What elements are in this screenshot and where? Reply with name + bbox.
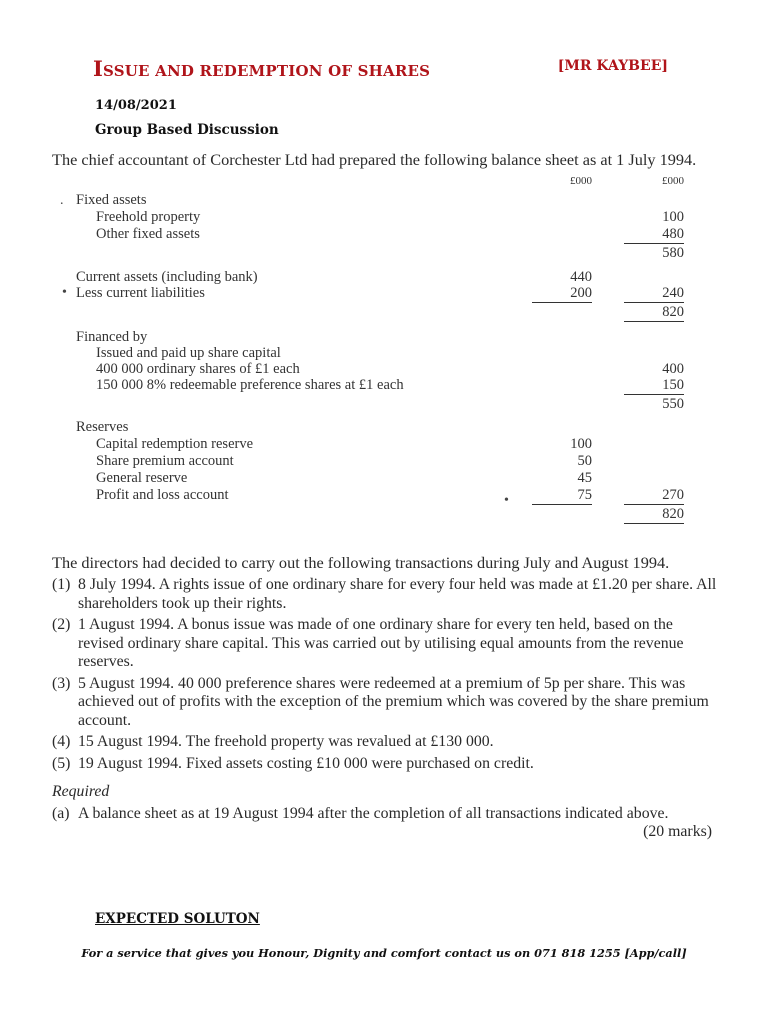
transactions-intro: The directors had decided to carry out the following transactions during July and August 1994. bbox=[52, 553, 670, 572]
bs-row bbox=[52, 209, 722, 226]
bs-label: Issued and paid up share capital bbox=[96, 345, 281, 361]
item-text: 15 August 1994. The freehold property was revalued at £130 000. bbox=[78, 733, 494, 750]
bs-value: 100 bbox=[662, 209, 684, 225]
transactions-list bbox=[52, 576, 722, 773]
bs-row bbox=[52, 506, 722, 523]
bs-row bbox=[52, 436, 722, 453]
bs-label: Freehold property bbox=[96, 209, 201, 225]
bs-label: Profit and loss account bbox=[96, 487, 229, 503]
bs-row bbox=[52, 192, 722, 209]
bs-value: 50 bbox=[577, 453, 592, 469]
bs-row bbox=[52, 377, 722, 394]
bs-label: Reserves bbox=[76, 419, 129, 435]
title-initial: I bbox=[93, 56, 104, 81]
transaction-item bbox=[52, 576, 722, 613]
item-text: 8 July 1994. A rights issue of one ordinary share for every four held was made at £1.20 per share. All shareholders took up their rights. bbox=[78, 576, 717, 612]
bs-row bbox=[52, 285, 722, 302]
bs-value: 100 bbox=[570, 436, 592, 452]
bs-value: 400 bbox=[662, 361, 684, 377]
bs-label: General reserve bbox=[96, 470, 188, 486]
item-text: 19 August 1994. Fixed assets costing £10 000 were purchased on credit. bbox=[78, 754, 534, 772]
document-title bbox=[93, 56, 430, 81]
bs-row bbox=[52, 304, 722, 321]
scan-mark: • bbox=[62, 285, 67, 300]
bs-value: 75 bbox=[532, 487, 592, 505]
bs-row bbox=[52, 487, 722, 504]
bs-label: Financed by bbox=[76, 329, 148, 345]
bs-value: 200 bbox=[532, 285, 592, 303]
bs-label: 150 000 8% redeemable preference shares at £1 each bbox=[96, 377, 404, 393]
item-number: (5) bbox=[52, 754, 71, 772]
transaction-item bbox=[52, 675, 722, 731]
bs-value: 270 bbox=[624, 487, 684, 505]
item-text: 1 August 1994. A bonus issue was made of one ordinary share for every ten held, based on the revised ordinary share capital. This was carried out by utilising equal amounts from the revenue reserves. bbox=[78, 616, 684, 670]
bs-value: 550 bbox=[662, 396, 684, 412]
item-number: (2) bbox=[52, 616, 71, 633]
bs-value: 150 bbox=[624, 377, 684, 395]
bs-label: Less current liabilities bbox=[76, 285, 205, 301]
balance-sheet bbox=[52, 169, 722, 553]
question-marks: (20 marks) bbox=[643, 823, 712, 840]
author-tag: [MR KAYBEE] bbox=[557, 58, 668, 74]
bs-row bbox=[52, 329, 722, 346]
transaction-item bbox=[52, 616, 722, 672]
bs-value: 240 bbox=[624, 285, 684, 303]
scan-mark: . bbox=[60, 193, 64, 208]
bs-value: 820 bbox=[624, 304, 684, 322]
bs-label: Other fixed assets bbox=[96, 226, 200, 242]
item-number: (1) bbox=[52, 576, 71, 593]
item-number: (4) bbox=[52, 733, 71, 750]
column-headers bbox=[52, 175, 722, 192]
intro-paragraph: The chief accountant of Corchester Ltd had prepared the following balance sheet as at 1 July 1994. bbox=[52, 150, 697, 169]
bs-row bbox=[52, 361, 722, 378]
item-number: (3) bbox=[52, 674, 71, 692]
bs-value: 45 bbox=[577, 470, 592, 486]
bs-label: Capital redemption reserve bbox=[96, 436, 254, 452]
bs-row bbox=[52, 453, 722, 470]
required-label: Required bbox=[52, 783, 110, 800]
expected-solution-heading: EXPECTED SOLUTON bbox=[95, 911, 260, 927]
question-text: A balance sheet as at 19 August 1994 after the completion of all transactions indicated above. bbox=[78, 805, 669, 822]
title-rest: SSUE AND REDEMPTION OF SHARES bbox=[103, 62, 431, 80]
transaction-item bbox=[52, 733, 722, 752]
question-number: (a) bbox=[52, 805, 70, 822]
bs-value: 580 bbox=[662, 245, 684, 261]
bs-row bbox=[52, 345, 722, 362]
col2-header: £000 bbox=[662, 175, 684, 187]
bs-row bbox=[52, 226, 722, 243]
bs-row bbox=[52, 269, 722, 286]
bs-row bbox=[52, 419, 722, 436]
scanned-question bbox=[52, 150, 722, 841]
bs-row bbox=[52, 470, 722, 487]
bs-label: Share premium account bbox=[96, 453, 234, 469]
transaction-item bbox=[52, 755, 722, 774]
document-header bbox=[93, 56, 668, 82]
col1-header: £000 bbox=[570, 175, 592, 187]
bs-value: 440 bbox=[570, 269, 592, 285]
document-subtitle: Group Based Discussion bbox=[95, 122, 279, 138]
bs-value: 820 bbox=[624, 506, 684, 524]
bs-label: Current assets (including bank) bbox=[76, 269, 258, 285]
document-date: 14/08/2021 bbox=[95, 98, 177, 113]
question-item bbox=[52, 805, 722, 841]
bs-value: 480 bbox=[624, 226, 684, 244]
bs-label: 400 000 ordinary shares of £1 each bbox=[96, 361, 300, 377]
bs-label: Fixed assets bbox=[76, 192, 147, 208]
bs-row bbox=[52, 245, 722, 262]
scan-mark: • bbox=[504, 493, 509, 508]
footer-contact: For a service that gives you Honour, Dignity and comfort contact us on 071 818 1255 [App/call] bbox=[81, 946, 687, 960]
bs-row bbox=[52, 396, 722, 413]
item-text: 5 August 1994. 40 000 preference shares were redeemed at a premium of 5p per share. This was achieved out of profits with the exception of the premium which was covered by the share premium account. bbox=[78, 674, 709, 729]
